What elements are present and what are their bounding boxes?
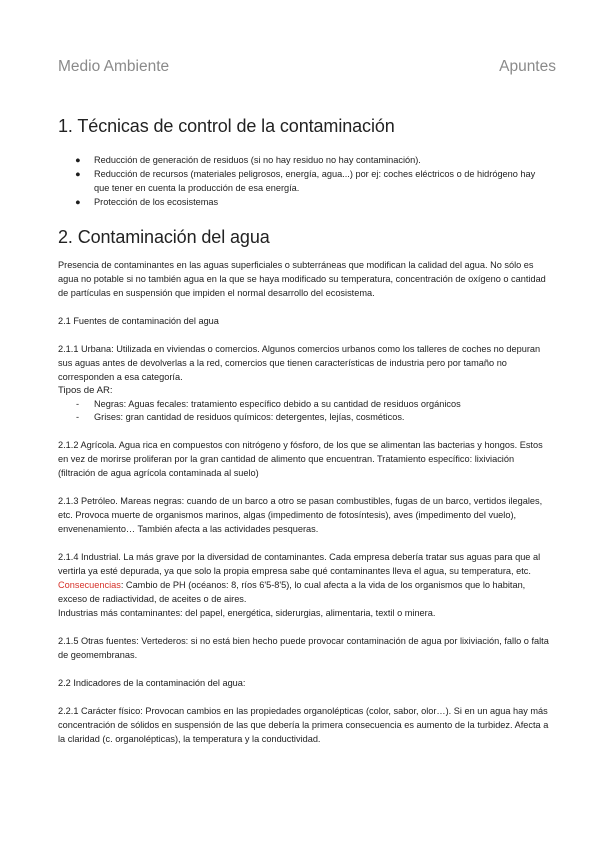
list-item xyxy=(58,195,550,209)
bullet-text: Reducción de generación de residuos (si no hay residuo no hay contaminación). xyxy=(94,155,421,165)
bullet-icon: ● xyxy=(75,197,81,207)
section-2-title: 2. Contaminación del agua xyxy=(58,227,270,247)
list-item xyxy=(58,167,550,195)
list-item-text: Grises: gran cantidad de residuos químicos: detergentes, lejías, cosméticos. xyxy=(94,412,405,422)
paragraph-2-1-5-otras: 2.1.5 Otras fuentes: Vertederos: si no está bien hecho puede provocar contaminación de agua por lixiviación, fallo o falta de geomembranas. xyxy=(58,636,549,660)
subsection-2-1-title: 2.1 Fuentes de contaminación del agua xyxy=(58,316,219,326)
section-1-title: 1. Técnicas de control de la contaminación xyxy=(58,116,395,136)
dash-icon: - xyxy=(76,399,80,409)
bullet-icon: ● xyxy=(75,155,81,165)
page-header xyxy=(58,58,556,76)
list-item xyxy=(58,411,550,424)
consecuencias-text: : Cambio de PH (océanos: 8, ríos 6'5-8'5), lo cual afecta a la vida de los organismos que lo habitan, exceso de radiactividad, de aceites o de aires. xyxy=(58,580,526,604)
section-1-bullet-list xyxy=(58,153,550,209)
tipos-ar-list xyxy=(58,398,550,424)
bullet-text: Reducción de recursos (materiales peligrosos, energía, agua...) por ej: coches eléctricos o de hidrógeno hay que tener en cuenta la producción de esa energía. xyxy=(94,169,536,193)
header-doc-type: Apuntes xyxy=(499,58,556,75)
industrias-paragraph: Industrias más contaminantes: del papel, energética, siderurgias, alimentaria, textil o minera. xyxy=(58,608,436,618)
tipos-ar-heading: Tipos de AR: xyxy=(58,385,113,396)
section-2-intro: Presencia de contaminantes en las aguas superficiales o subterráneas que modifican la calidad del agua. No sólo es agua no potable si no también agua en la que se haya modificado su temperatura, concentración de oxígeno o cantidad de partículas en suspensión que impiden el normal desarrollo del ecosistema. xyxy=(58,260,546,298)
paragraph-2-1-4-industrial: 2.1.4 Industrial. La más grave por la diversidad de contaminantes. Cada empresa debería tratar sus aguas para que al vertirla ya esté depurada, ya que solo la propia empresa sabe qué contaminantes lleva el agua, su temperatura, etc. xyxy=(58,552,541,576)
paragraph-2-2-1-fisico: 2.2.1 Carácter físico: Provocan cambios en las propiedades organolépticas (color, sabor, olor…). Si en un agua hay más concentración de sólidos en suspensión de las que debería la primera consecuencia es aumento de la turbidez. Afecta a la claridad (c. organolépticas), la temperatura y la conductividad. xyxy=(58,706,549,744)
consecuencias-label: Consecuencias xyxy=(58,580,121,590)
list-item xyxy=(58,398,550,411)
list-item-text: Negras: Aguas fecales: tratamiento específico debido a su cantidad de residuos orgánicos xyxy=(94,399,461,409)
bullet-text: Protección de los ecosistemas xyxy=(94,197,219,207)
list-item xyxy=(58,153,550,167)
dash-icon: - xyxy=(76,412,80,422)
paragraph-2-1-1-urbana: 2.1.1 Urbana: Utilizada en viviendas o comercios. Algunos comercios urbanos como los talleres de coches no depuran sus aguas antes de devolverlas a la red, comercios que tienen características de industria pero por tamaño no corresponden a esa categoría. xyxy=(58,344,541,382)
consecuencias-paragraph xyxy=(58,578,550,606)
document-body xyxy=(58,116,550,746)
paragraph-2-1-2-agricola: 2.1.2 Agrícola. Agua rica en compuestos con nitrógeno y fósforo, de los que se alimentan las bacterias y hongos. Estos en vez de morirse proliferan por la gran cantidad de alimento que encuentran. Tratamiento específico: lixiviación (filtración de agua agrícola contaminada al suelo) xyxy=(58,440,543,478)
bullet-icon: ● xyxy=(75,169,81,179)
header-subject: Medio Ambiente xyxy=(58,58,170,75)
paragraph-2-1-3-petroleo: 2.1.3 Petróleo. Mareas negras: cuando de un barco a otro se pasan combustibles, fugas de un barco, vertidos ilegales, etc. Provoca muerte de organismos marinos, algas (impedimento de fotosíntesis), aves (impedimento del vuelo), envenenamiento… También afecta a las actividades pesqueras. xyxy=(58,496,543,534)
subsection-2-2-title: 2.2 Indicadores de la contaminación del agua: xyxy=(58,678,246,688)
